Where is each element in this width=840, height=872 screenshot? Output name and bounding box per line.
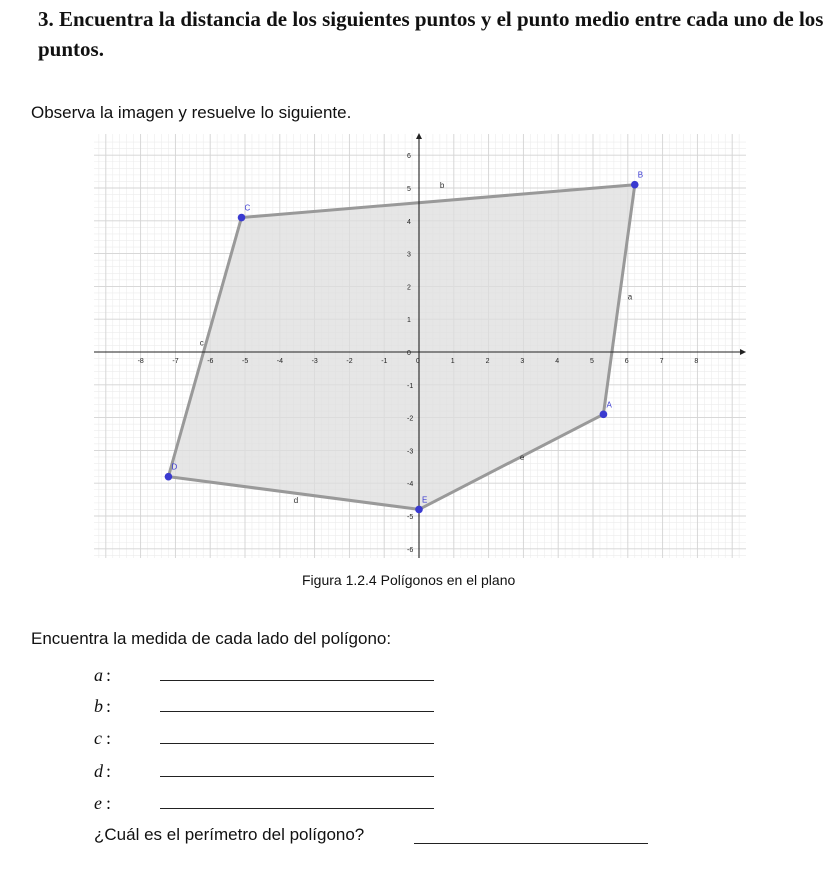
vertex-point-E bbox=[415, 506, 423, 514]
answer-blank[interactable] bbox=[160, 743, 434, 744]
polygon-graph bbox=[92, 130, 748, 560]
vertex-label-A: A bbox=[606, 400, 612, 410]
x-tick-label: 5 bbox=[590, 358, 594, 365]
y-tick-label: -3 bbox=[407, 448, 414, 456]
y-tick-label: 5 bbox=[407, 186, 411, 193]
x-tick-label: -2 bbox=[346, 358, 353, 365]
vertex-point-B bbox=[631, 181, 639, 189]
y-tick-label: 2 bbox=[407, 284, 411, 292]
x-tick-label: -7 bbox=[172, 358, 179, 365]
side-colon: : bbox=[106, 728, 112, 748]
side-label: a bbox=[94, 665, 103, 685]
side-label-c: c bbox=[199, 338, 204, 348]
perimeter-question: ¿Cuál es el perímetro del polígono? bbox=[94, 825, 365, 844]
side-colon: : bbox=[106, 761, 112, 781]
y-tick-label: 4 bbox=[407, 218, 411, 226]
x-tick-label: 4 bbox=[555, 358, 560, 365]
answer-blank[interactable] bbox=[160, 776, 434, 777]
x-tick-label: -4 bbox=[276, 358, 284, 365]
perimeter-answer-blank[interactable] bbox=[414, 843, 648, 844]
x-tick-label: 8 bbox=[694, 358, 699, 365]
y-tick-label: 6 bbox=[407, 153, 411, 161]
side-colon: : bbox=[106, 665, 112, 685]
x-tick-label: 2 bbox=[485, 358, 490, 365]
side-colon: : bbox=[106, 793, 112, 813]
side-label: e bbox=[94, 793, 102, 813]
x-tick-label: -5 bbox=[242, 358, 249, 365]
side-label-a: a bbox=[627, 292, 633, 302]
polygon-shape bbox=[168, 185, 634, 510]
x-tick-label: -1 bbox=[381, 358, 388, 365]
question-text: Encuentra la medida de cada lado del polígono: bbox=[31, 629, 392, 648]
side-label: c bbox=[94, 728, 102, 748]
vertex-point-D bbox=[165, 473, 173, 481]
vertex-label-D: D bbox=[171, 462, 178, 472]
y-tick-label: -5 bbox=[407, 514, 414, 521]
x-tick-label: 1 bbox=[450, 358, 455, 365]
vertex-label-E: E bbox=[422, 495, 428, 505]
x-tick-label: 6 bbox=[624, 358, 629, 365]
vertex-point-C bbox=[238, 214, 246, 222]
y-axis-arrow bbox=[416, 133, 422, 139]
vertex-label-C: C bbox=[244, 203, 251, 213]
y-tick-label: -6 bbox=[407, 546, 414, 554]
y-tick-label: 0 bbox=[407, 350, 411, 357]
x-tick-label: -3 bbox=[311, 358, 318, 365]
side-label-b: b bbox=[439, 181, 445, 190]
figure-caption: Figura 1.2.4 Polígonos en el plano bbox=[302, 572, 516, 588]
exercise-heading: 3. Encuentra la distancia de los siguientes puntos y el punto medio entre cada uno de los puntos. bbox=[38, 7, 824, 61]
x-tick-label: 7 bbox=[659, 358, 664, 365]
answer-blank[interactable] bbox=[160, 808, 434, 809]
x-tick-label: 0 bbox=[416, 358, 420, 365]
x-axis-arrow bbox=[740, 349, 746, 355]
x-tick-label: 3 bbox=[520, 358, 525, 365]
side-label-e: e bbox=[519, 453, 525, 463]
x-tick-label: -8 bbox=[137, 358, 144, 365]
x-tick-label: -6 bbox=[207, 358, 214, 365]
vertex-point-A bbox=[600, 411, 608, 419]
y-tick-label: 1 bbox=[407, 317, 411, 325]
vertex-label-B: B bbox=[637, 170, 644, 180]
side-label: b bbox=[94, 696, 103, 716]
side-label: d bbox=[94, 761, 103, 781]
side-label-d: d bbox=[293, 495, 299, 505]
instruction-text: Observa la imagen y resuelve lo siguiente. bbox=[31, 103, 352, 122]
y-tick-label: -1 bbox=[407, 382, 414, 390]
side-colon: : bbox=[106, 696, 112, 716]
answer-blank[interactable] bbox=[160, 711, 434, 712]
answer-blank[interactable] bbox=[160, 680, 434, 681]
y-tick-label: 3 bbox=[407, 251, 411, 259]
y-tick-label: -2 bbox=[407, 415, 414, 423]
y-tick-label: -4 bbox=[407, 481, 414, 489]
